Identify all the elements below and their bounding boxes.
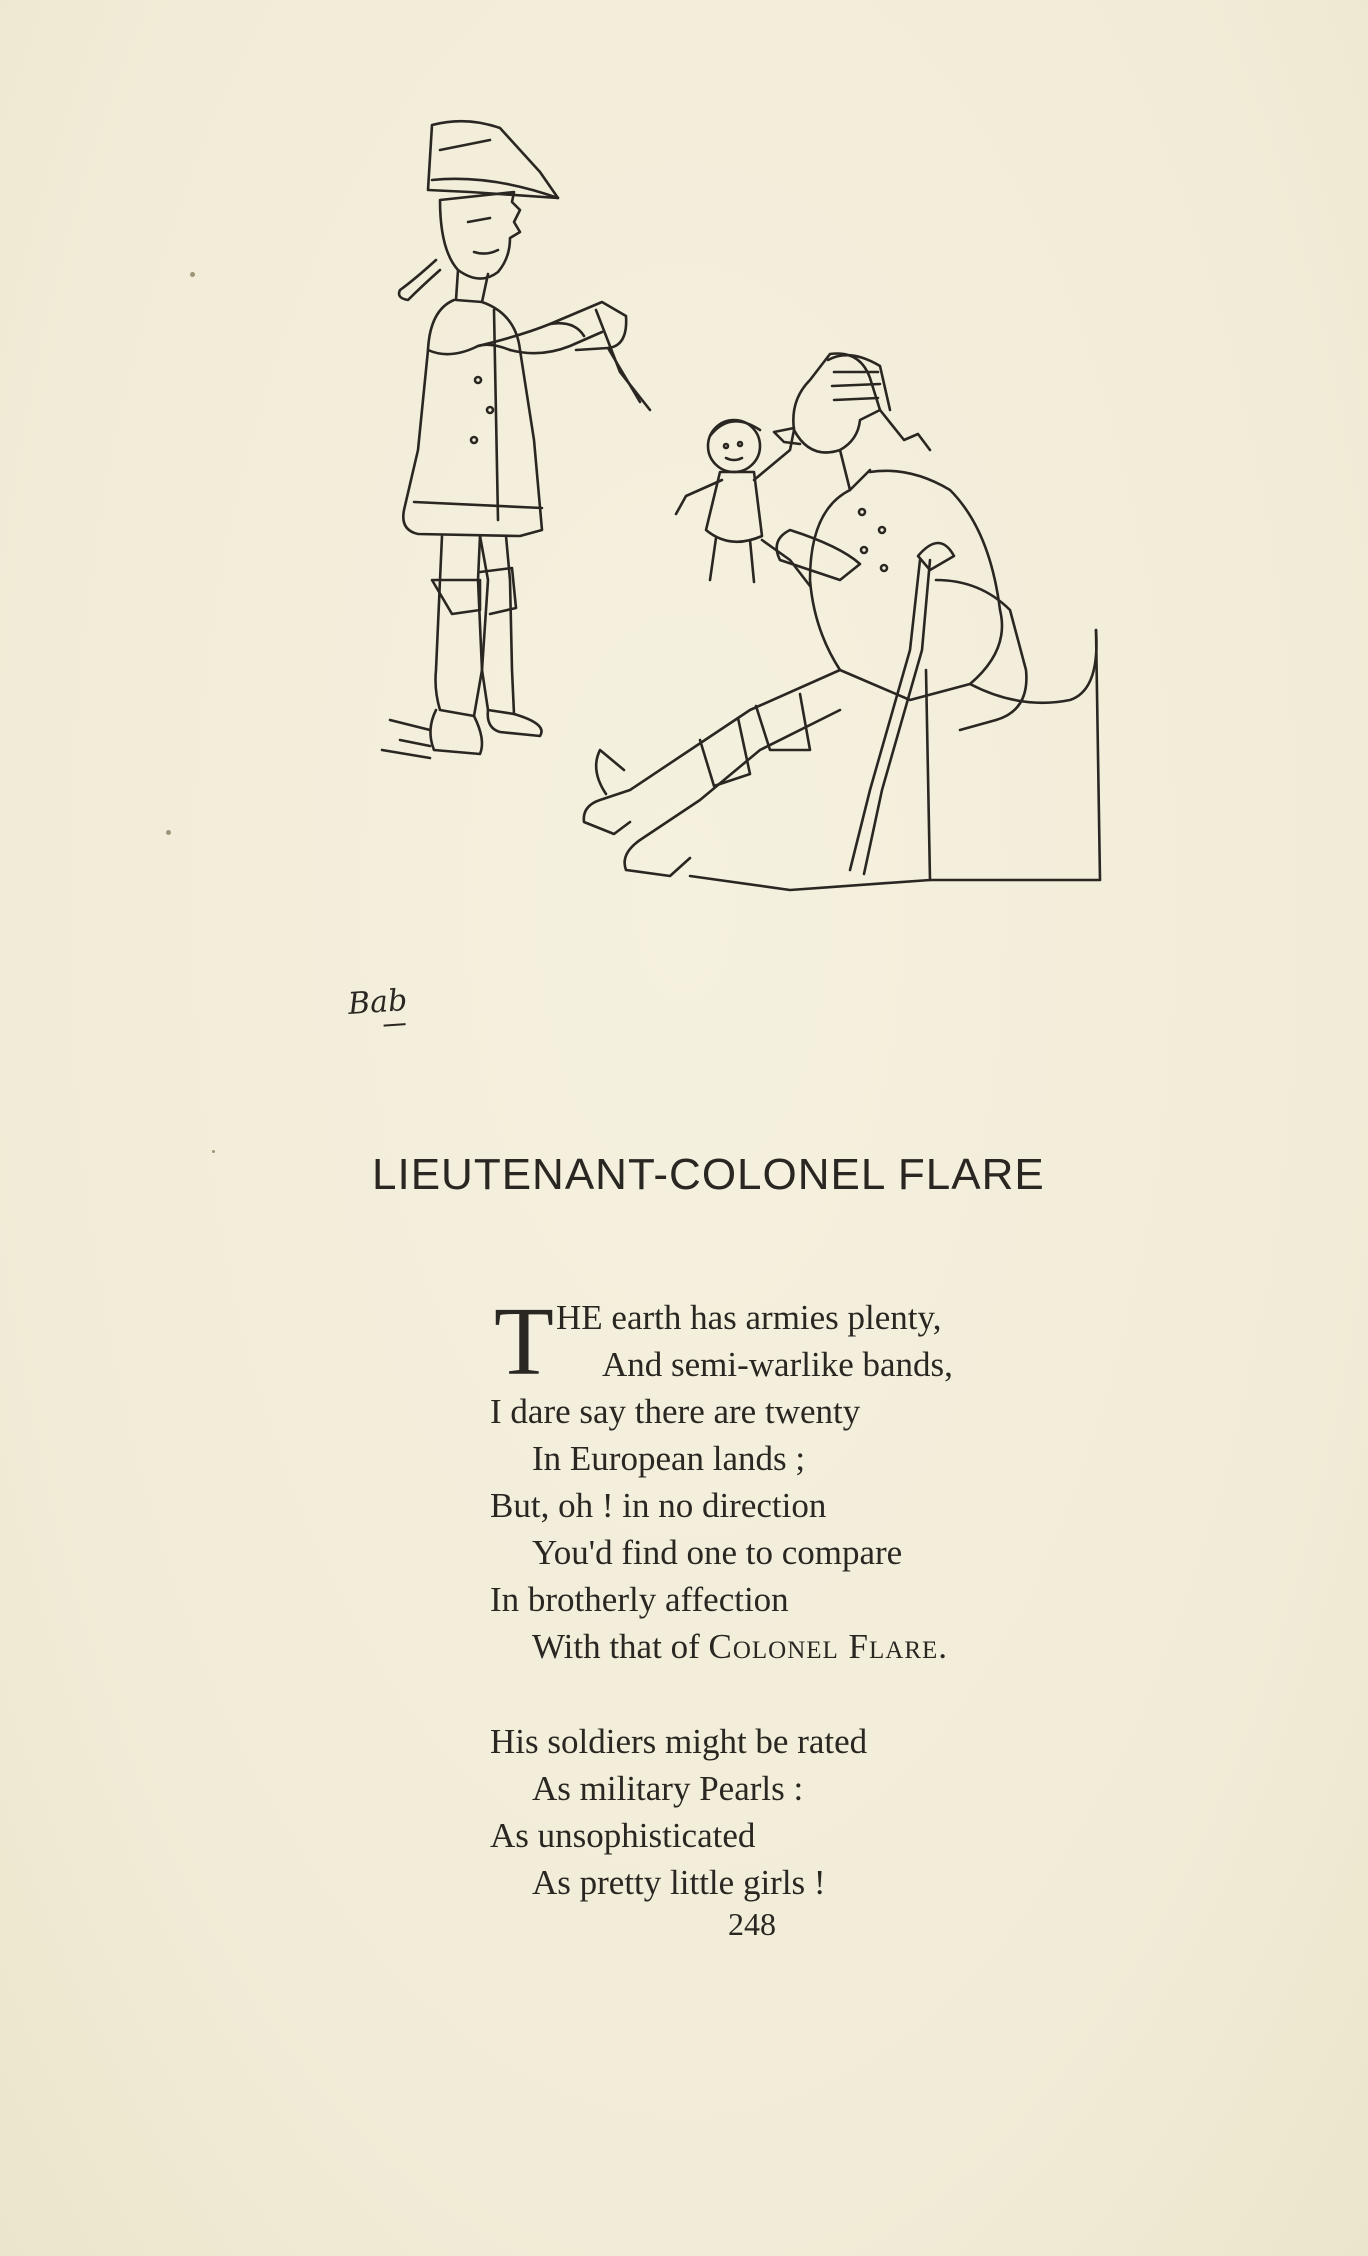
poem-line: I dare say there are twenty [490, 1392, 861, 1431]
poem-line: His soldiers might be rated [490, 1722, 868, 1761]
poem-line: As pretty little girls ! [532, 1863, 826, 1902]
paper-speck [166, 830, 171, 835]
doll-figure [676, 420, 810, 586]
poem-line-prefix: With that of [532, 1627, 709, 1666]
poem-line: As unsophisticated [490, 1816, 756, 1855]
stanza-1 [490, 1288, 1190, 1670]
poem-line-text: HE earth has armies plenty, [556, 1298, 942, 1337]
paper-speck [212, 1150, 215, 1153]
drop-cap: T [494, 1288, 554, 1396]
standing-officer [382, 121, 650, 758]
poem-line [490, 1623, 1190, 1670]
poem-line: In brotherly affection [490, 1580, 789, 1619]
colonel-name: Colonel Flare. [708, 1627, 949, 1666]
illustration-officers [370, 110, 1130, 990]
poem-line: But, oh ! in no direction [490, 1486, 827, 1525]
page-number: 248 [728, 1906, 776, 1942]
artist-signature: Bab [346, 982, 409, 1023]
poem-line: And semi-warlike bands, [602, 1345, 953, 1384]
paper-speck [190, 272, 195, 277]
stanza-2 [490, 1718, 1190, 1906]
seated-officer [584, 354, 1100, 891]
poem-line: You'd find one to compare [532, 1533, 903, 1572]
poem-line: In European lands ; [532, 1439, 806, 1478]
poem-line: As military Pearls : [532, 1769, 804, 1808]
poem-title: LIEUTENANT-COLONEL FLARE [372, 1150, 1045, 1199]
